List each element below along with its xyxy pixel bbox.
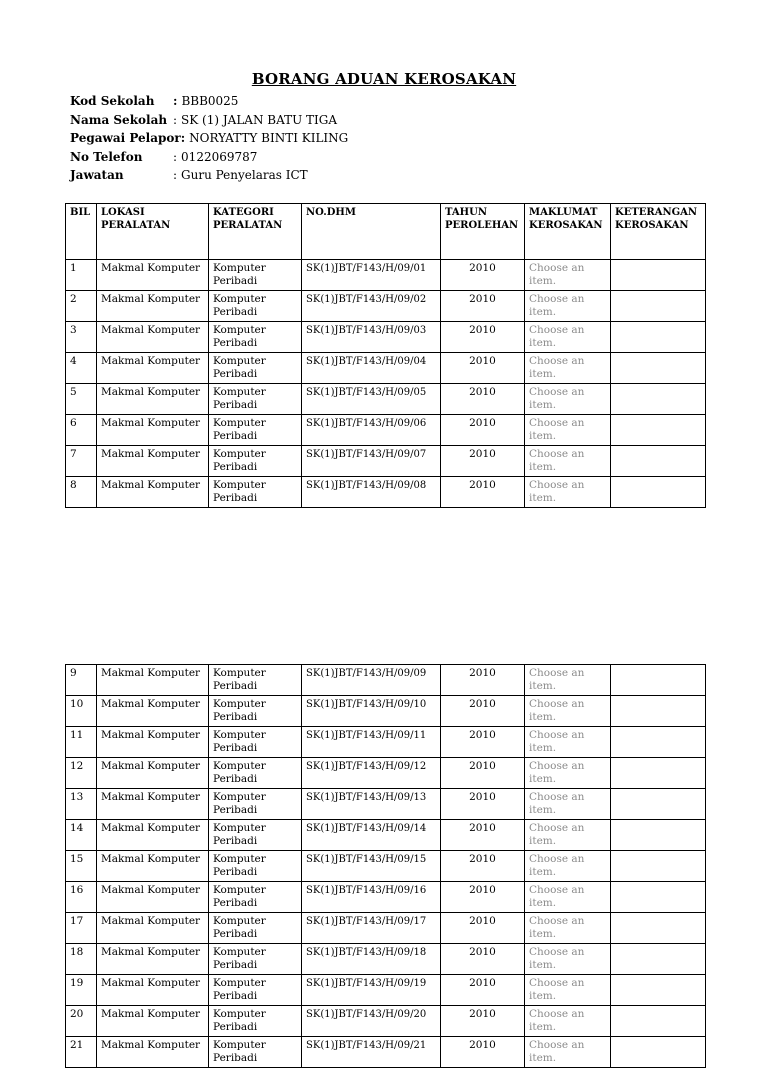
table-row (66, 758, 706, 789)
cell-tahun: 2010 (441, 820, 525, 851)
cell-lokasi: Makmal Komputer (97, 477, 209, 508)
cell-kategori: Komputer Peribadi (209, 882, 302, 913)
info-row-kod-sekolah (70, 92, 348, 111)
info-label: No Telefon (70, 149, 143, 164)
info-colon: : (173, 149, 178, 164)
cell-maklumat[interactable]: Choose an item. (525, 758, 611, 789)
damage-table-page2 (65, 664, 706, 1068)
form-title: BORANG ADUAN KEROSAKAN (251, 70, 517, 88)
cell-maklumat[interactable]: Choose an item. (525, 415, 611, 446)
cell-tahun: 2010 (441, 322, 525, 353)
cell-tahun: 2010 (441, 1006, 525, 1037)
cell-bil: 3 (66, 322, 97, 353)
cell-tahun: 2010 (441, 477, 525, 508)
cell-lokasi: Makmal Komputer (97, 322, 209, 353)
cell-lokasi: Makmal Komputer (97, 446, 209, 477)
info-colon: : (173, 168, 178, 182)
cell-lokasi: Makmal Komputer (97, 758, 209, 789)
cell-keterangan[interactable] (611, 882, 706, 913)
cell-lokasi: Makmal Komputer (97, 727, 209, 758)
table-row (66, 415, 706, 446)
cell-kategori: Komputer Peribadi (209, 477, 302, 508)
table-row (66, 260, 706, 291)
cell-tahun: 2010 (441, 851, 525, 882)
cell-keterangan[interactable] (611, 322, 706, 353)
cell-keterangan[interactable] (611, 913, 706, 944)
cell-maklumat[interactable]: Choose an item. (525, 1006, 611, 1037)
cell-no-dhm: SK(1)JBT/F143/H/09/19 (302, 975, 441, 1006)
header-keterangan: KETERANGAN KEROSAKAN (611, 204, 706, 260)
cell-no-dhm: SK(1)JBT/F143/H/09/15 (302, 851, 441, 882)
cell-no-dhm: SK(1)JBT/F143/H/09/21 (302, 1037, 441, 1068)
cell-bil: 12 (66, 758, 97, 789)
cell-tahun: 2010 (441, 789, 525, 820)
cell-bil: 17 (66, 913, 97, 944)
cell-bil: 19 (66, 975, 97, 1006)
cell-no-dhm: SK(1)JBT/F143/H/09/10 (302, 696, 441, 727)
header-lokasi: LOKASI PERALATAN (97, 204, 209, 260)
cell-bil: 2 (66, 291, 97, 322)
cell-bil: 1 (66, 260, 97, 291)
cell-kategori: Komputer Peribadi (209, 913, 302, 944)
cell-lokasi: Makmal Komputer (97, 1037, 209, 1068)
info-colon: : (180, 131, 186, 145)
cell-keterangan[interactable] (611, 944, 706, 975)
damage-table-page1 (65, 203, 706, 508)
cell-keterangan[interactable] (611, 1006, 706, 1037)
cell-keterangan[interactable] (611, 477, 706, 508)
cell-keterangan[interactable] (611, 1037, 706, 1068)
cell-maklumat[interactable]: Choose an item. (525, 477, 611, 508)
cell-kategori: Komputer Peribadi (209, 665, 302, 696)
cell-bil: 4 (66, 353, 97, 384)
cell-bil: 5 (66, 384, 97, 415)
info-label: Kod Sekolah (70, 94, 155, 108)
table-row (66, 322, 706, 353)
cell-keterangan[interactable] (611, 820, 706, 851)
cell-keterangan[interactable] (611, 291, 706, 322)
info-value[interactable]: 0122069787 (181, 149, 258, 164)
table-row (66, 1006, 706, 1037)
cell-bil: 7 (66, 446, 97, 477)
cell-bil: 15 (66, 851, 97, 882)
cell-maklumat[interactable]: Choose an item. (525, 260, 611, 291)
cell-maklumat[interactable]: Choose an item. (525, 944, 611, 975)
cell-tahun: 2010 (441, 1037, 525, 1068)
info-row-no-telefon (70, 148, 348, 167)
cell-bil: 6 (66, 415, 97, 446)
cell-lokasi: Makmal Komputer (97, 851, 209, 882)
cell-maklumat[interactable]: Choose an item. (525, 820, 611, 851)
cell-tahun: 2010 (441, 353, 525, 384)
cell-lokasi: Makmal Komputer (97, 882, 209, 913)
cell-keterangan[interactable] (611, 384, 706, 415)
header-bil: BIL (66, 204, 97, 260)
table-row (66, 291, 706, 322)
cell-no-dhm: SK(1)JBT/F143/H/09/11 (302, 727, 441, 758)
cell-bil: 11 (66, 727, 97, 758)
cell-lokasi: Makmal Komputer (97, 291, 209, 322)
cell-maklumat[interactable]: Choose an item. (525, 882, 611, 913)
table-row (66, 446, 706, 477)
info-value[interactable]: NORYATTY BINTI KILING (189, 131, 349, 145)
cell-kategori: Komputer Peribadi (209, 322, 302, 353)
cell-keterangan[interactable] (611, 446, 706, 477)
cell-no-dhm: SK(1)JBT/F143/H/09/06 (302, 415, 441, 446)
info-row-jawatan (70, 166, 348, 185)
cell-lokasi: Makmal Komputer (97, 353, 209, 384)
cell-kategori: Komputer Peribadi (209, 1037, 302, 1068)
table-row (66, 789, 706, 820)
info-row-pegawai-pelapor (70, 129, 348, 148)
cell-keterangan[interactable] (611, 665, 706, 696)
info-label: Pegawai Pelapor (70, 131, 181, 145)
cell-maklumat[interactable]: Choose an item. (525, 353, 611, 384)
cell-kategori: Komputer Peribadi (209, 1006, 302, 1037)
cell-no-dhm: SK(1)JBT/F143/H/09/16 (302, 882, 441, 913)
cell-maklumat[interactable]: Choose an item. (525, 913, 611, 944)
cell-kategori: Komputer Peribadi (209, 291, 302, 322)
cell-tahun: 2010 (441, 291, 525, 322)
cell-tahun: 2010 (441, 882, 525, 913)
header-no-dhm: NO.DHM (302, 204, 441, 260)
table-row (66, 851, 706, 882)
cell-tahun: 2010 (441, 944, 525, 975)
cell-bil: 18 (66, 944, 97, 975)
info-label: Nama Sekolah (70, 112, 168, 127)
cell-bil: 9 (66, 665, 97, 696)
cell-kategori: Komputer Peribadi (209, 384, 302, 415)
cell-kategori: Komputer Peribadi (209, 758, 302, 789)
cell-lokasi: Makmal Komputer (97, 1006, 209, 1037)
cell-no-dhm: SK(1)JBT/F143/H/09/02 (302, 291, 441, 322)
cell-lokasi: Makmal Komputer (97, 944, 209, 975)
cell-keterangan[interactable] (611, 975, 706, 1006)
cell-tahun: 2010 (441, 260, 525, 291)
cell-kategori: Komputer Peribadi (209, 944, 302, 975)
table-row (66, 665, 706, 696)
cell-no-dhm: SK(1)JBT/F143/H/09/03 (302, 322, 441, 353)
cell-maklumat[interactable]: Choose an item. (525, 322, 611, 353)
header-kategori: KATEGORI PERALATAN (209, 204, 302, 260)
cell-tahun: 2010 (441, 975, 525, 1006)
cell-bil: 8 (66, 477, 97, 508)
table-row (66, 944, 706, 975)
cell-lokasi: Makmal Komputer (97, 789, 209, 820)
cell-keterangan[interactable] (611, 353, 706, 384)
cell-lokasi: Makmal Komputer (97, 975, 209, 1006)
cell-keterangan[interactable] (611, 727, 706, 758)
cell-tahun: 2010 (441, 696, 525, 727)
cell-bil: 16 (66, 882, 97, 913)
info-value[interactable]: Guru Penyelaras ICT (181, 168, 308, 182)
cell-lokasi: Makmal Komputer (97, 913, 209, 944)
cell-tahun: 2010 (441, 415, 525, 446)
cell-maklumat[interactable]: Choose an item. (525, 291, 611, 322)
cell-tahun: 2010 (441, 727, 525, 758)
cell-tahun: 2010 (441, 384, 525, 415)
cell-kategori: Komputer Peribadi (209, 975, 302, 1006)
cell-tahun: 2010 (441, 913, 525, 944)
table-row (66, 353, 706, 384)
cell-no-dhm: SK(1)JBT/F143/H/09/08 (302, 477, 441, 508)
cell-no-dhm: SK(1)JBT/F143/H/09/13 (302, 789, 441, 820)
table-row (66, 913, 706, 944)
cell-kategori: Komputer Peribadi (209, 446, 302, 477)
cell-kategori: Komputer Peribadi (209, 820, 302, 851)
table-body-page2 (66, 665, 706, 1068)
table-row (66, 882, 706, 913)
info-value[interactable]: SK (1) JALAN BATU TIGA (181, 112, 338, 127)
header-tahun: TAHUN PEROLEHAN (441, 204, 525, 260)
cell-no-dhm: SK(1)JBT/F143/H/09/12 (302, 758, 441, 789)
cell-no-dhm: SK(1)JBT/F143/H/09/01 (302, 260, 441, 291)
cell-bil: 10 (66, 696, 97, 727)
cell-tahun: 2010 (441, 758, 525, 789)
cell-keterangan[interactable] (611, 851, 706, 882)
cell-maklumat[interactable]: Choose an item. (525, 696, 611, 727)
cell-keterangan[interactable] (611, 415, 706, 446)
cell-bil: 21 (66, 1037, 97, 1068)
cell-no-dhm: SK(1)JBT/F143/H/09/18 (302, 944, 441, 975)
cell-bil: 13 (66, 789, 97, 820)
cell-no-dhm: SK(1)JBT/F143/H/09/14 (302, 820, 441, 851)
cell-kategori: Komputer Peribadi (209, 727, 302, 758)
cell-lokasi: Makmal Komputer (97, 696, 209, 727)
cell-maklumat[interactable]: Choose an item. (525, 851, 611, 882)
table-row (66, 820, 706, 851)
cell-kategori: Komputer Peribadi (209, 353, 302, 384)
cell-lokasi: Makmal Komputer (97, 415, 209, 446)
cell-no-dhm: SK(1)JBT/F143/H/09/17 (302, 913, 441, 944)
info-row-nama-sekolah (70, 111, 348, 130)
table-row (66, 696, 706, 727)
cell-keterangan[interactable] (611, 696, 706, 727)
cell-maklumat[interactable]: Choose an item. (525, 446, 611, 477)
cell-kategori: Komputer Peribadi (209, 789, 302, 820)
table-row (66, 727, 706, 758)
cell-maklumat[interactable]: Choose an item. (525, 975, 611, 1006)
cell-kategori: Komputer Peribadi (209, 260, 302, 291)
cell-bil: 14 (66, 820, 97, 851)
table-row (66, 975, 706, 1006)
header-maklumat: MAKLUMAT KEROSAKAN (525, 204, 611, 260)
table-row (66, 1037, 706, 1068)
info-colon: : (173, 112, 178, 127)
cell-keterangan[interactable] (611, 789, 706, 820)
cell-kategori: Komputer Peribadi (209, 696, 302, 727)
cell-lokasi: Makmal Komputer (97, 260, 209, 291)
info-label: Jawatan (70, 168, 124, 182)
cell-tahun: 2010 (441, 665, 525, 696)
info-colon: : (173, 94, 178, 108)
cell-lokasi: Makmal Komputer (97, 665, 209, 696)
cell-no-dhm: SK(1)JBT/F143/H/09/05 (302, 384, 441, 415)
cell-maklumat[interactable]: Choose an item. (525, 789, 611, 820)
cell-no-dhm: SK(1)JBT/F143/H/09/09 (302, 665, 441, 696)
cell-no-dhm: SK(1)JBT/F143/H/09/04 (302, 353, 441, 384)
cell-kategori: Komputer Peribadi (209, 415, 302, 446)
cell-maklumat[interactable]: Choose an item. (525, 727, 611, 758)
table-row (66, 477, 706, 508)
cell-keterangan[interactable] (611, 758, 706, 789)
cell-tahun: 2010 (441, 446, 525, 477)
cell-bil: 20 (66, 1006, 97, 1037)
table-header-row (66, 204, 706, 260)
school-info (70, 92, 348, 185)
cell-no-dhm: SK(1)JBT/F143/H/09/20 (302, 1006, 441, 1037)
cell-lokasi: Makmal Komputer (97, 820, 209, 851)
cell-no-dhm: SK(1)JBT/F143/H/09/07 (302, 446, 441, 477)
cell-maklumat[interactable]: Choose an item. (525, 665, 611, 696)
cell-kategori: Komputer Peribadi (209, 851, 302, 882)
cell-keterangan[interactable] (611, 260, 706, 291)
cell-lokasi: Makmal Komputer (97, 384, 209, 415)
table-row (66, 384, 706, 415)
info-value[interactable]: BBB0025 (181, 94, 239, 108)
cell-maklumat[interactable]: Choose an item. (525, 384, 611, 415)
table-body-page1 (66, 260, 706, 508)
cell-maklumat[interactable]: Choose an item. (525, 1037, 611, 1068)
